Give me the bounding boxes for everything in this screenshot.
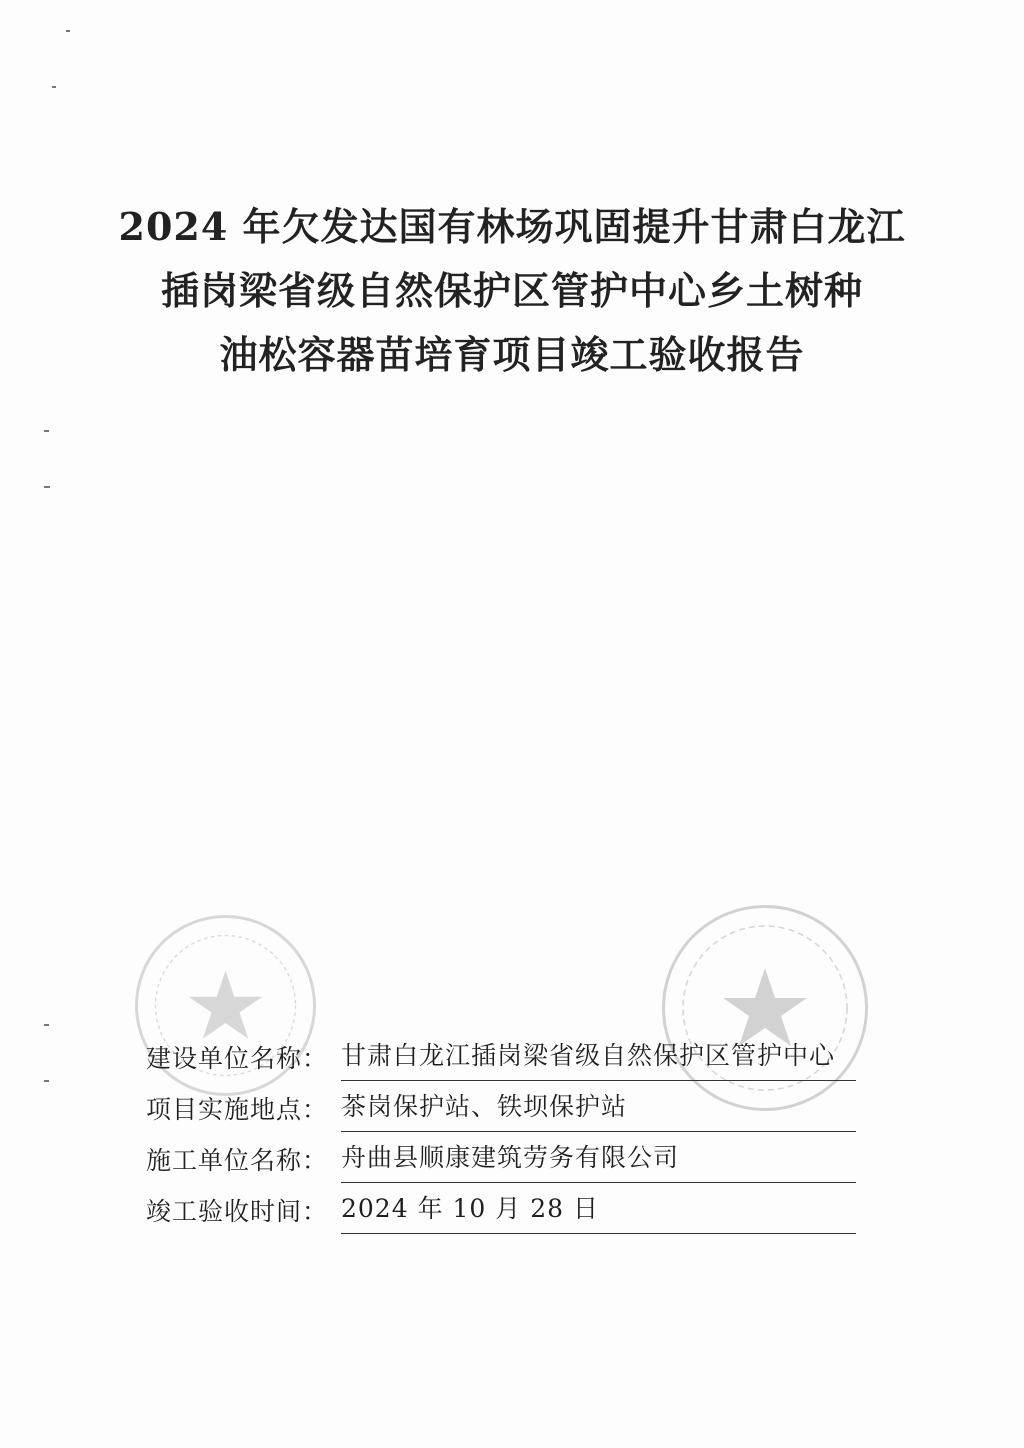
- title-line-2: 插岗梁省级自然保护区管护中心乡土树种: [160, 268, 863, 313]
- info-row-contractor: [146, 1132, 866, 1183]
- field-underline: [341, 1189, 856, 1234]
- field-label: 竣工验收时间：: [146, 1197, 329, 1226]
- field-value: 甘肃白龙江插岗梁省级自然保护区管护中心: [341, 1041, 836, 1070]
- scan-mark: [44, 430, 49, 432]
- scan-mark: [44, 1080, 49, 1082]
- field-underline: [341, 1087, 856, 1132]
- title-line-1: 2024 年欠发达国有林场巩固提升甘肃白龙江: [118, 204, 906, 249]
- report-title: [0, 195, 1024, 387]
- field-value: 舟曲县顺康建筑劳务有限公司: [341, 1143, 680, 1172]
- field-underline: [341, 1138, 856, 1183]
- info-row-project-location: [146, 1081, 866, 1132]
- info-row-acceptance-date: [146, 1183, 866, 1234]
- info-row-construction-unit: [146, 1030, 866, 1081]
- field-label: 施工单位名称：: [146, 1146, 329, 1175]
- title-line-3: 油松容器苗培育项目竣工验收报告: [219, 332, 805, 377]
- scan-mark: [44, 1024, 49, 1026]
- field-underline: [341, 1036, 856, 1081]
- field-label: 项目实施地点：: [146, 1095, 329, 1124]
- scan-mark: [44, 486, 50, 488]
- field-value: 茶岗保护站、铁坝保护站: [341, 1092, 628, 1121]
- field-label: 建设单位名称：: [146, 1044, 329, 1073]
- field-value: 2024 年 10 月 28 日: [341, 1194, 599, 1223]
- project-info: [146, 1030, 866, 1234]
- scan-mark: [52, 86, 56, 88]
- scan-mark: [66, 30, 70, 32]
